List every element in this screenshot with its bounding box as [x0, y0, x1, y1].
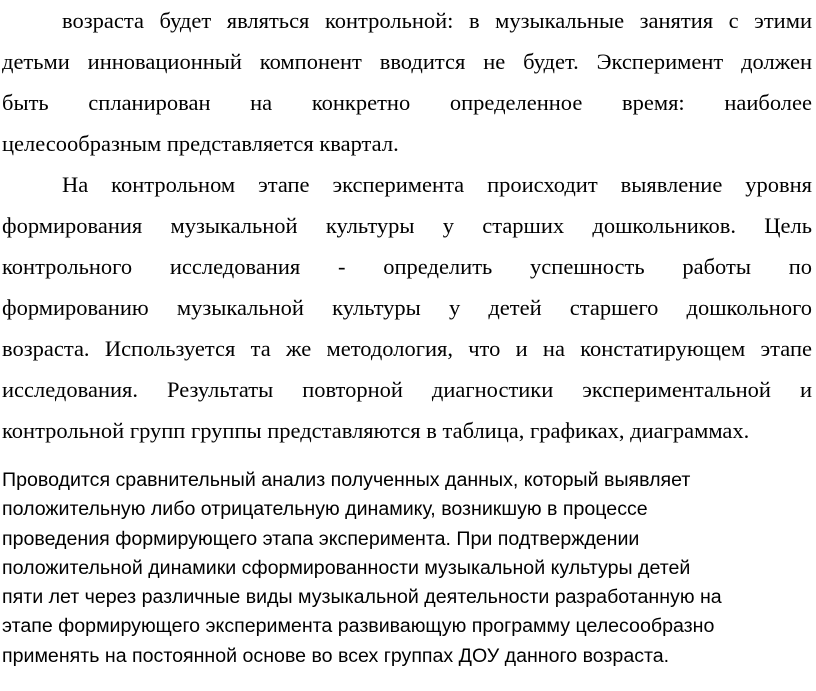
paragraph-2-line-4: формированию музыкальной культуры у детей старшего дошкольного — [2, 295, 812, 320]
paragraph-3-line-7: применять на постоянной основе во всех группах ДОУ данного возраста. — [2, 644, 670, 667]
paragraph-2-line-5: возраста. Используется та же методология, что и на констатирующем этапе — [2, 336, 812, 361]
secondary-text-block — [2, 466, 814, 671]
paragraph-1-line-2: детьми инновационный компонент вводится не будет. Эксперимент должен — [2, 49, 812, 74]
paragraph-2-line-6: исследования. Результаты повторной диагностики экспериментальной и — [2, 377, 812, 402]
main-text-block — [2, 0, 812, 451]
paragraph-2-line-7: контрольной групп группы представляются в таблица, графиках, диаграммах. — [2, 418, 750, 443]
paragraph-3-line-4: положительной динамики сформированности музыкальной культуры детей — [2, 556, 691, 579]
paragraph-1-line-4: целесообразным представляется квартал. — [2, 131, 399, 156]
paragraph-1-line-1: возраста будет являться контрольной: в музыкальные занятия с этими — [62, 8, 812, 33]
paragraph-3-line-1: Проводится сравнительный анализ полученных данных, который выявляет — [2, 469, 691, 491]
paragraph-2-line-1: На контрольном этапе эксперимента происходит выявление уровня — [62, 172, 812, 197]
paragraph-3-line-3: проведения формирующего этапа эксперимента. При подтверждении — [2, 527, 640, 550]
paragraph-1-line-3: быть спланирован на конкретно определенное время: наиболее — [2, 90, 812, 115]
paragraph-3-line-5: пяти лет через различные виды музыкальной деятельности разработанную на — [2, 586, 722, 609]
paragraph-3-line-2: положительную либо отрицательную динамику, возникшую в процессе — [2, 498, 648, 521]
paragraph-2-line-3: контрольного исследования - определить успешность работы по — [2, 254, 812, 279]
paragraph-2-line-2: формирования музыкальной культуры у старших дошкольников. Цель — [2, 213, 812, 238]
paragraph-3-line-6: этапе формирующего эксперимента развивающую программу целесообразно — [2, 615, 715, 638]
